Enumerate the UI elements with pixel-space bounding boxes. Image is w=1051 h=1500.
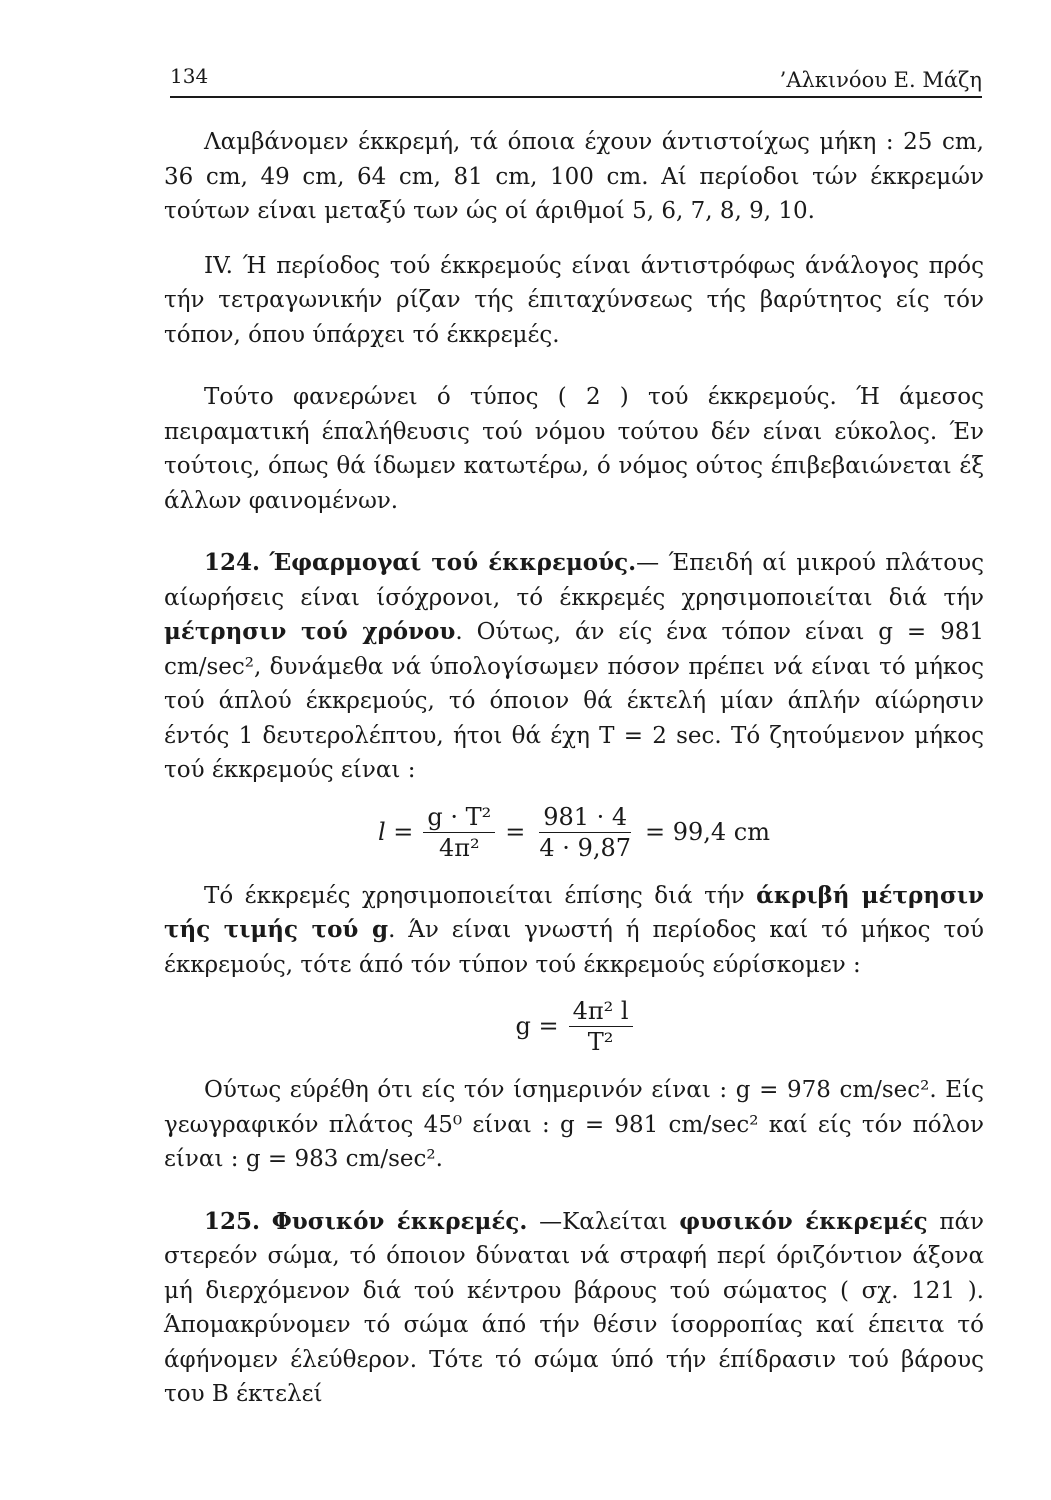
- section-125-title: Φυσικόν έκκρεμές.: [271, 1207, 528, 1235]
- formula-g-den: T²: [587, 1028, 614, 1056]
- section-125-text-a: —Καλείται: [539, 1208, 668, 1235]
- paragraph-pendulum-lengths: Λαμβάνομεν έκκρεμή, τά όποια έχουν άντιστοίχως μήκη : 25 cm, 36 cm, 49 cm, 64 cm, 81 cm, 100 cm. Αί περίοδοι τών έκκρεμών τούτων είναι μεταξύ των ώς οί άριθμοί 5, 6, 7, 8, 9, 10.: [164, 129, 984, 224]
- section-124-title: Έφαρμογαί τού έκκρεμούς.: [269, 549, 637, 576]
- section-124-text-b: . Ούτως, άν είς ένα τόπον είναι g = 981 cm/sec², δυνάμεθα νά ύπολογίσωμεν πόσον πρέπει νά είναι τό μήκος τού άπλού έκκρεμούς, τό όποιον θά έκτελή μίαν άπλήν αίώρησιν έντός 1 δευτερολέπτου, ήτοι θά έχη T = 2 sec. Τό ζητούμενον μήκος τού έκκρεμούς είναι :: [164, 619, 984, 783]
- formula-length-result: = 99,4 cm: [645, 817, 771, 846]
- paragraph-g-measurement: [164, 879, 984, 983]
- formula-length-num-1: g · T²: [423, 802, 495, 833]
- section-125-bold: φυσικόν έκκρεμές: [679, 1207, 928, 1235]
- formula-g-num: 4π² l: [569, 996, 633, 1027]
- section-125-number: 125.: [204, 1207, 261, 1235]
- formula-length-num-2: 981 · 4: [539, 802, 631, 833]
- formula-g-lhs: g =: [515, 1012, 559, 1041]
- paragraph-law-iv: IV. Ή περίοδος τού έκκρεμούς είναι άντιστρόφως άνάλογος πρός τήν τετραγωνικήν ρίζαν τής έπιταχύνσεως τής βαρύτητος είς τόν τόπον, όπου ύπάρχει τό έκκρεμές.: [164, 252, 984, 348]
- section-124-text-a: — Έπειδή αί μικρού πλάτους αίωρήσεις είναι ίσόχρονοι, τό έκκρεμές χρησιμοποιείται διά τήν: [164, 550, 984, 611]
- paragraph-g-text-a: Τό έκκρεμές χρησιμοποιείται έπίσης διά τήν: [204, 882, 745, 909]
- formula-length-eq: =: [505, 817, 526, 846]
- formula-length-den-2: 4 · 9,87: [539, 833, 631, 862]
- page-body: [164, 125, 984, 1412]
- formula-length-den-1: 4π²: [439, 833, 480, 862]
- paragraph-g-values: Ούτως εύρέθη ότι είς τόν ίσημερινόν είναι : g = 978 cm/sec². Είς γεωγραφικόν πλάτος 45⁰ είναι : g = 981 cm/sec² καί είς τόν πόλον είναι : g = 983 cm/sec².: [164, 1077, 984, 1172]
- formula-g-fraction: [569, 996, 633, 1057]
- paragraph-g-text-b: . Άν είναι γνωστή ή περίοδος καί τό μήκος τού έκκρεμούς, τότε άπό τόν τύπον τού έκκρεμούς εύρίσκομεν :: [164, 917, 984, 978]
- formula-length-fraction-1: [423, 802, 495, 863]
- section-125-text-b: πάν στερεόν σώμα, τό όποιον δύναται νά στραφή περί όριζόντιον άξονα μή διερχόμενον διά τού κέντρου βάρους τού σώματος ( σχ. 121 ). Άπομακρύνομεν τό σώμα άπό τήν θέσιν ίσορροπίας καί έπειτα τό άφήνομεν έλεύθερον. Τότε τό σώμα ύπό τήν έπίδρασιν τού βάρους του Β έκτελεί: [164, 1208, 985, 1407]
- formula-length: [164, 802, 984, 863]
- section-124: [164, 546, 984, 788]
- running-head: ’Αλκινόου Ε. Μάζη: [779, 68, 982, 92]
- section-124-bold: μέτρησιν τού χρόνου: [164, 618, 456, 645]
- page-header: [170, 60, 982, 100]
- paragraph-g-bold: άκριβή μέτρησιν τής τιμής τού g: [164, 881, 985, 943]
- section-125: [164, 1205, 984, 1412]
- formula-length-fraction-2: [535, 802, 635, 863]
- section-124-number: 124.: [204, 549, 261, 576]
- page-number: 134: [170, 64, 209, 88]
- paragraph-formula-note: Τούτο φανερώνει ό τύπος ( 2 ) τού έκκρεμούς. Ή άμεσος πειραματική έπαλήθευσις τού νόμου τούτου δέν είναι εύκολος. Έν τούτοις, όπως θά ίδωμεν κατωτέρω, ό νόμος ούτος έπιβεβαιώνεται έξ άλλων φαινομένων.: [164, 384, 984, 514]
- formula-g: [164, 996, 984, 1057]
- formula-length-lhs: l =: [377, 817, 414, 846]
- header-rule: [170, 96, 982, 98]
